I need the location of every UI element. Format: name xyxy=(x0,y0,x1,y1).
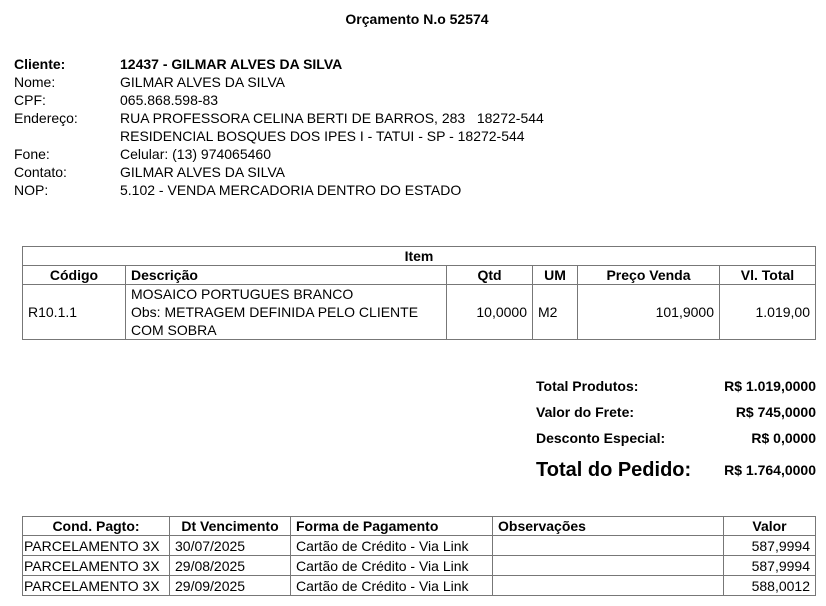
items-caption: Item xyxy=(23,247,816,266)
total-products-label: Total Produtos: xyxy=(536,378,639,394)
address-value-2: RESIDENCIAL BOSQUES DOS IPES I - TATUI - SP - 18272-544 xyxy=(120,128,525,144)
document-title: Orçamento N.o 52574 xyxy=(345,11,489,27)
pay-method: Cartão de Crédito - Via Link xyxy=(291,576,493,596)
table-row xyxy=(23,536,816,556)
table-row xyxy=(23,556,816,576)
item-description xyxy=(126,285,447,340)
pay-date: 30/07/2025 xyxy=(170,536,291,556)
col-description: Descrição xyxy=(126,266,447,285)
freight-value: R$ 745,0000 xyxy=(735,404,816,420)
col-code: Código xyxy=(23,266,126,285)
client-label: Cliente: xyxy=(14,56,66,72)
pay-cond: PARCELAMENTO 3X xyxy=(23,536,170,556)
items-table xyxy=(22,246,816,340)
pay-date: 29/09/2025 xyxy=(170,576,291,596)
client-info xyxy=(14,55,544,199)
item-price: 101,9000 xyxy=(578,285,720,340)
phone-row xyxy=(14,145,544,163)
order-total-row xyxy=(536,454,816,480)
address-row-2 xyxy=(14,127,544,145)
pay-notes xyxy=(493,576,724,596)
item-desc-line: Obs: METRAGEM DEFINIDA PELO CLIENTE xyxy=(131,304,419,320)
item-code: R10.1.1 xyxy=(23,285,126,340)
cpf-row xyxy=(14,91,544,109)
client-value: 12437 - GILMAR ALVES DA SILVA xyxy=(120,56,343,72)
col-price: Preço Venda xyxy=(578,266,720,285)
pay-notes xyxy=(493,536,724,556)
item-total: 1.019,00 xyxy=(720,285,816,340)
col-total: Vl. Total xyxy=(720,266,816,285)
pay-cond: PARCELAMENTO 3X xyxy=(23,576,170,596)
nop-row xyxy=(14,181,544,199)
address-label-2 xyxy=(14,127,120,145)
pay-value: 587,9994 xyxy=(724,536,816,556)
discount-label: Desconto Especial: xyxy=(536,430,666,446)
item-desc-line: MOSAICO PORTUGUES BRANCO xyxy=(131,286,354,302)
cpf-label: CPF: xyxy=(14,92,46,108)
col-cond: Cond. Pagto: xyxy=(23,517,170,536)
payments-table xyxy=(22,516,816,596)
name-row xyxy=(14,73,544,91)
address-label: Endereço: xyxy=(14,110,78,126)
pay-value: 587,9994 xyxy=(724,556,816,576)
total-products-value: R$ 1.019,0000 xyxy=(724,378,816,394)
contact-value: GILMAR ALVES DA SILVA xyxy=(120,164,285,180)
freight-label: Valor do Frete: xyxy=(536,404,635,420)
order-total-label: Total do Pedido: xyxy=(536,459,692,481)
pay-notes xyxy=(493,556,724,576)
nop-label: NOP: xyxy=(14,182,49,198)
contact-row xyxy=(14,163,544,181)
col-notes: Observações xyxy=(493,517,724,536)
name-value: GILMAR ALVES DA SILVA xyxy=(120,74,285,90)
col-unit: UM xyxy=(533,266,578,285)
col-method: Forma de Pagamento xyxy=(291,517,493,536)
col-qty: Qtd xyxy=(447,266,533,285)
address-value: RUA PROFESSORA CELINA BERTI DE BARROS, 283 18272-544 xyxy=(120,110,544,126)
order-total-value: R$ 1.764,0000 xyxy=(724,462,816,478)
pay-method: Cartão de Crédito - Via Link xyxy=(291,556,493,576)
item-desc-line: COM SOBRA xyxy=(131,322,217,338)
client-row xyxy=(14,55,544,73)
pay-date: 29/08/2025 xyxy=(170,556,291,576)
nop-value: 5.102 - VENDA MERCADORIA DENTRO DO ESTADO xyxy=(120,182,462,198)
freight-row xyxy=(536,402,816,428)
phone-label: Fone: xyxy=(14,146,50,162)
col-value: Valor xyxy=(724,517,816,536)
cpf-value: 065.868.598-83 xyxy=(120,92,219,108)
totals xyxy=(536,376,816,480)
pay-cond: PARCELAMENTO 3X xyxy=(23,556,170,576)
total-products-row xyxy=(536,376,816,402)
name-label: Nome: xyxy=(14,74,56,90)
phone-value: Celular: (13) 974065460 xyxy=(120,146,271,162)
pay-method: Cartão de Crédito - Via Link xyxy=(291,536,493,556)
item-qty: 10,0000 xyxy=(447,285,533,340)
table-row xyxy=(23,285,816,340)
table-row xyxy=(23,576,816,596)
discount-value: R$ 0,0000 xyxy=(751,430,816,446)
item-unit: M2 xyxy=(533,285,578,340)
contact-label: Contato: xyxy=(14,164,67,180)
discount-row xyxy=(536,428,816,454)
pay-value: 588,0012 xyxy=(724,576,816,596)
col-due-date: Dt Vencimento xyxy=(170,517,291,536)
address-row xyxy=(14,109,544,127)
